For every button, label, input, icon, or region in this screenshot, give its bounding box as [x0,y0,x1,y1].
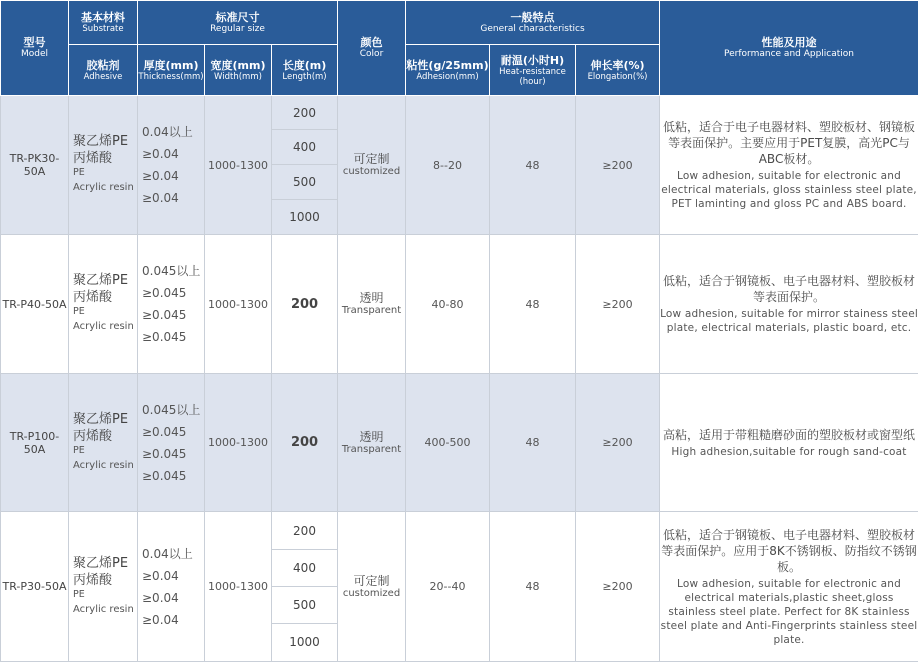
color-zh: 透明 [338,291,405,305]
length-value: 400 [272,130,337,165]
thickness-cell [138,235,205,374]
color-zh: 透明 [338,430,405,444]
length-cell: 200 [272,374,338,512]
model-cell: TR-P100-50A [1,374,69,512]
thickness-value: ≥0.04 [142,609,204,631]
thickness-value: ≥0.045 [142,443,204,465]
color-cell [338,96,406,235]
thickness-value: 0.04以上 [142,121,204,143]
heat-cell: 48 [490,235,576,374]
color-cell [338,235,406,374]
adhesive-cell [69,374,138,512]
length-value: 500 [272,165,337,200]
thickness-value: ≥0.045 [142,326,204,348]
performance-cell [660,96,918,235]
header-adhesive: 胶粘剂 Adhesive [69,45,138,96]
performance-zh: 低粘，适合于钢镜板、电子电器材料、塑胶板材等表面保护。 [660,273,918,305]
color-cell [338,512,406,662]
performance-en: High adhesion,suitable for rough sand-coat [660,445,918,459]
length-value: 200 [272,513,337,550]
adhesion-cell: 40-80 [406,235,490,374]
heat-cell: 48 [490,374,576,512]
performance-zh: 低粘，适合于电子电器材料、塑胶板材、钢镜板等表面保护。主要应用于PET复膜，高光PC与ABC板材。 [660,119,918,167]
thickness-value: ≥0.04 [142,587,204,609]
adhesive-cell [69,235,138,374]
header-heat: 耐温(小时H) Heat-resistance (hour) [490,45,576,96]
color-zh: 可定制 [338,152,405,166]
color-zh: 可定制 [338,574,405,588]
width-cell: 1000-1300 [205,235,272,374]
adhesive-en: Acrylic resin [73,318,137,336]
thickness-value: ≥0.045 [142,421,204,443]
header-length: 长度(m) Length(m) [272,45,338,96]
table-row [1,235,918,374]
thickness-value: ≥0.04 [142,565,204,587]
adhesive-cell [69,512,138,662]
substrate-zh: 聚乙烯PE [73,555,137,572]
substrate-zh: 聚乙烯PE [73,411,137,428]
thickness-cell [138,96,205,235]
color-en: customized [338,166,405,178]
performance-cell [660,235,918,374]
header-adhesion: 粘性(g/25mm) Adhesion(mm) [406,45,490,96]
adhesive-zh: 丙烯酸 [73,572,137,589]
thickness-cell [138,512,205,662]
thickness-value: ≥0.04 [142,143,204,165]
header-elongation: 伸长率(%) Elongation(%) [576,45,660,96]
color-en: Transparent [338,444,405,456]
table-row [1,512,918,662]
adhesion-cell: 400-500 [406,374,490,512]
length-cell [272,512,338,662]
substrate-zh: 聚乙烯PE [73,272,137,289]
model-cell: TR-P30-50A [1,512,69,662]
adhesive-en: Acrylic resin [73,457,137,475]
length-value: 500 [272,587,337,624]
length-value: 200 [272,96,337,130]
performance-cell [660,374,918,512]
header-color: 颜色 Color [338,1,406,96]
length-value: 1000 [272,200,337,234]
adhesion-cell: 8--20 [406,96,490,235]
adhesive-en: Acrylic resin [73,601,137,619]
performance-en: Low adhesion, suitable for mirror stainess steel plate, electrical materials, plastic board, etc. [660,307,918,335]
thickness-value: 0.045以上 [142,260,204,282]
adhesive-zh: 丙烯酸 [73,428,137,445]
substrate-en: PE [73,445,137,457]
substrate-en: PE [73,589,137,601]
performance-en: Low adhesion, suitable for electronic and electrical materials,plastic sheet,gloss stainless steel plate. Perfect for 8K stainless steel plate and Anti-Fingerprints stainless steel plate. [660,577,918,647]
header-model: 型号 Model [1,1,69,96]
adhesion-cell: 20--40 [406,512,490,662]
color-en: Transparent [338,305,405,317]
thickness-value: 0.04以上 [142,543,204,565]
table-row [1,96,918,235]
thickness-value: 0.045以上 [142,399,204,421]
color-en: customized [338,588,405,600]
width-cell: 1000-1300 [205,96,272,235]
substrate-zh: 聚乙烯PE [73,133,137,150]
substrate-en: PE [73,167,137,179]
header-general: 一般特点 General characteristics [406,1,660,45]
header-regular-size: 标准尺寸 Regular size [138,1,338,45]
elongation-cell: ≥200 [576,96,660,235]
performance-zh: 低粘，适合于钢镜板、电子电器材料、塑胶板材等表面保护。应用于8K不锈钢板、防指纹不锈钢板。 [660,527,918,575]
length-value: 400 [272,550,337,587]
thickness-value: ≥0.04 [142,187,204,209]
thickness-value: ≥0.045 [142,304,204,326]
substrate-en: PE [73,306,137,318]
thickness-value: ≥0.04 [142,165,204,187]
thickness-value: ≥0.045 [142,282,204,304]
width-cell: 1000-1300 [205,512,272,662]
model-cell: TR-PK30-50A [1,96,69,235]
table-row [1,374,918,512]
length-value: 1000 [272,624,337,661]
adhesive-zh: 丙烯酸 [73,150,137,167]
elongation-cell: ≥200 [576,374,660,512]
adhesive-en: Acrylic resin [73,179,137,197]
color-cell [338,374,406,512]
performance-cell [660,512,918,662]
length-cell: 200 [272,235,338,374]
performance-zh: 高粘，适用于带粗糙磨砂面的塑胶板材或窗型纸 [660,427,918,443]
elongation-cell: ≥200 [576,235,660,374]
adhesive-zh: 丙烯酸 [73,289,137,306]
heat-cell: 48 [490,512,576,662]
header-performance: 性能及用途 Performance and Application [660,1,918,96]
elongation-cell: ≥200 [576,512,660,662]
heat-cell: 48 [490,96,576,235]
length-cell [272,96,338,235]
width-cell: 1000-1300 [205,374,272,512]
header-thickness: 厚度(mm) Thickness(mm) [138,45,205,96]
thickness-value: ≥0.045 [142,465,204,487]
model-cell: TR-P40-50A [1,235,69,374]
header-substrate: 基本材料 Substrate [69,1,138,45]
adhesive-cell [69,96,138,235]
thickness-cell [138,374,205,512]
header-width: 宽度(mm) Width(mm) [205,45,272,96]
performance-en: Low adhesion, suitable for electronic and electrical materials, gloss stainless steel plate, PET laminting and gloss PC and ABS board. [660,169,918,211]
